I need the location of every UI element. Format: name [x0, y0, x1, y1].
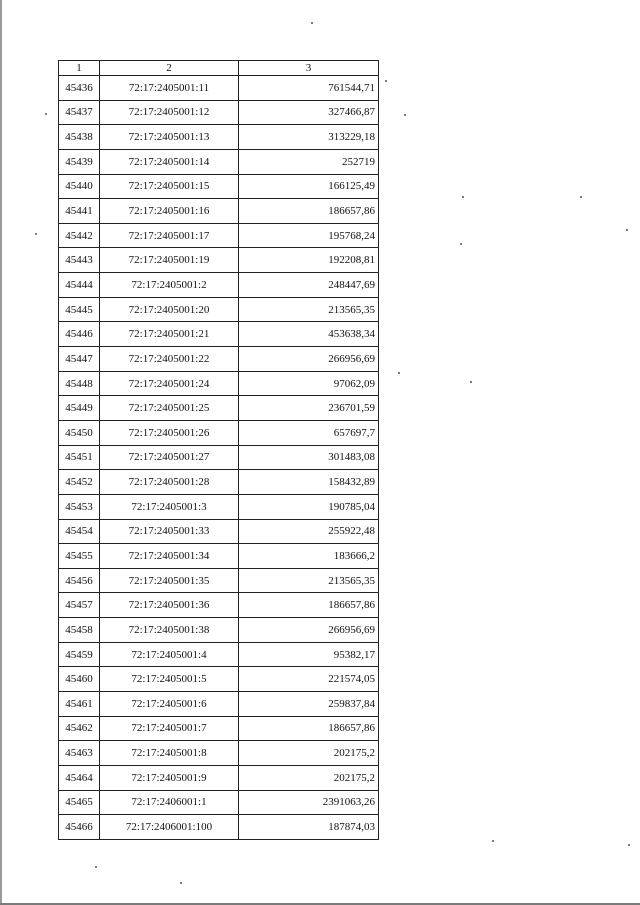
- table-row: [59, 445, 379, 470]
- table-row: [59, 297, 379, 322]
- row-number-cell: 45458: [59, 618, 100, 643]
- cadastral-id-cell: 72:17:2405001:24: [100, 371, 239, 396]
- cadastral-id-cell: 72:17:2405001:13: [100, 125, 239, 150]
- cadastral-id-cell: 72:17:2405001:19: [100, 248, 239, 273]
- cadastral-id-cell: 72:17:2405001:21: [100, 322, 239, 347]
- cadastral-value-cell: 186657,86: [239, 716, 379, 741]
- table-row: [59, 790, 379, 815]
- row-number-cell: 45449: [59, 396, 100, 421]
- cadastral-id-cell: 72:17:2405001:15: [100, 174, 239, 199]
- table-row: [59, 149, 379, 174]
- table-header-row: [59, 61, 379, 76]
- table-row: [59, 642, 379, 667]
- table-row: [59, 199, 379, 224]
- row-number-cell: 45436: [59, 76, 100, 101]
- cadastral-value-cell: 95382,17: [239, 642, 379, 667]
- cadastral-value-cell: 313229,18: [239, 125, 379, 150]
- cadastral-value-cell: 266956,69: [239, 618, 379, 643]
- cadastral-value-cell: 259837,84: [239, 692, 379, 717]
- scan-speck: [385, 80, 387, 82]
- table-row: [59, 420, 379, 445]
- cadastral-value-cell: 186657,86: [239, 199, 379, 224]
- cadastral-id-cell: 72:17:2405001:20: [100, 297, 239, 322]
- cadastral-value-cell: 213565,35: [239, 297, 379, 322]
- cadastral-value-cell: 202175,2: [239, 741, 379, 766]
- row-number-cell: 45453: [59, 494, 100, 519]
- cadastral-value-table: [58, 60, 379, 840]
- row-number-cell: 45456: [59, 568, 100, 593]
- cadastral-id-cell: 72:17:2405001:26: [100, 420, 239, 445]
- table-row: [59, 519, 379, 544]
- table-row: [59, 494, 379, 519]
- cadastral-value-cell: 221574,05: [239, 667, 379, 692]
- scan-speck: [470, 381, 472, 383]
- table-row: [59, 76, 379, 101]
- cadastral-value-cell: 327466,87: [239, 100, 379, 125]
- cadastral-value-cell: 186657,86: [239, 593, 379, 618]
- row-number-cell: 45457: [59, 593, 100, 618]
- table-row: [59, 593, 379, 618]
- cadastral-value-cell: 158432,89: [239, 470, 379, 495]
- row-number-cell: 45444: [59, 273, 100, 298]
- row-number-cell: 45442: [59, 223, 100, 248]
- row-number-cell: 45462: [59, 716, 100, 741]
- cadastral-value-cell: 2391063,26: [239, 790, 379, 815]
- row-number-cell: 45445: [59, 297, 100, 322]
- cadastral-id-cell: 72:17:2405001:17: [100, 223, 239, 248]
- table-row: [59, 544, 379, 569]
- scan-speck: [45, 113, 47, 115]
- scan-speck: [580, 196, 582, 198]
- table-row: [59, 815, 379, 840]
- scan-speck: [404, 114, 406, 116]
- table-row: [59, 692, 379, 717]
- cadastral-id-cell: 72:17:2405001:25: [100, 396, 239, 421]
- cadastral-id-cell: 72:17:2405001:5: [100, 667, 239, 692]
- row-number-cell: 45438: [59, 125, 100, 150]
- cadastral-value-cell: 202175,2: [239, 765, 379, 790]
- table-row: [59, 741, 379, 766]
- table-row: [59, 125, 379, 150]
- scan-speck: [492, 840, 494, 842]
- scan-edge-left: [0, 0, 2, 905]
- cadastral-id-cell: 72:17:2405001:22: [100, 347, 239, 372]
- table-row: [59, 223, 379, 248]
- scan-speck: [35, 233, 37, 235]
- row-number-cell: 45460: [59, 667, 100, 692]
- scan-speck: [462, 196, 464, 198]
- table-body: [59, 76, 379, 840]
- cadastral-id-cell: 72:17:2405001:35: [100, 568, 239, 593]
- row-number-cell: 45447: [59, 347, 100, 372]
- row-number-cell: 45461: [59, 692, 100, 717]
- cadastral-value-cell: 97062,09: [239, 371, 379, 396]
- table-row: [59, 568, 379, 593]
- table-row: [59, 347, 379, 372]
- cadastral-id-cell: 72:17:2405001:36: [100, 593, 239, 618]
- cadastral-id-cell: 72:17:2405001:6: [100, 692, 239, 717]
- cadastral-value-cell: 192208,81: [239, 248, 379, 273]
- row-number-cell: 45452: [59, 470, 100, 495]
- cadastral-value-cell: 248447,69: [239, 273, 379, 298]
- cadastral-id-cell: 72:17:2405001:28: [100, 470, 239, 495]
- cadastral-id-cell: 72:17:2405001:27: [100, 445, 239, 470]
- row-number-cell: 45441: [59, 199, 100, 224]
- cadastral-id-cell: 72:17:2405001:3: [100, 494, 239, 519]
- row-number-cell: 45439: [59, 149, 100, 174]
- cadastral-value-cell: 266956,69: [239, 347, 379, 372]
- table-row: [59, 371, 379, 396]
- row-number-cell: 45451: [59, 445, 100, 470]
- row-number-cell: 45450: [59, 420, 100, 445]
- table-row: [59, 667, 379, 692]
- table-row: [59, 273, 379, 298]
- cadastral-value-cell: 213565,35: [239, 568, 379, 593]
- table-row: [59, 765, 379, 790]
- row-number-cell: 45465: [59, 790, 100, 815]
- scan-speck: [628, 844, 630, 846]
- row-number-cell: 45459: [59, 642, 100, 667]
- row-number-cell: 45454: [59, 519, 100, 544]
- cadastral-id-cell: 72:17:2405001:7: [100, 716, 239, 741]
- table-row: [59, 322, 379, 347]
- scan-speck: [180, 882, 182, 884]
- cadastral-value-cell: 190785,04: [239, 494, 379, 519]
- cadastral-value-cell: 195768,24: [239, 223, 379, 248]
- row-number-cell: 45437: [59, 100, 100, 125]
- cadastral-value-cell: 187874,03: [239, 815, 379, 840]
- scan-speck: [311, 22, 313, 24]
- scan-speck: [398, 372, 400, 374]
- scan-speck: [95, 866, 97, 868]
- cadastral-id-cell: 72:17:2405001:34: [100, 544, 239, 569]
- cadastral-id-cell: 72:17:2406001:1: [100, 790, 239, 815]
- table-row: [59, 618, 379, 643]
- row-number-cell: 45443: [59, 248, 100, 273]
- cadastral-value-cell: 183666,2: [239, 544, 379, 569]
- cadastral-value-cell: 255922,48: [239, 519, 379, 544]
- cadastral-value-cell: 453638,34: [239, 322, 379, 347]
- cadastral-value-cell: 657697,7: [239, 420, 379, 445]
- cadastral-value-cell: 761544,71: [239, 76, 379, 101]
- table-row: [59, 248, 379, 273]
- row-number-cell: 45448: [59, 371, 100, 396]
- table-row: [59, 100, 379, 125]
- cadastral-id-cell: 72:17:2405001:12: [100, 100, 239, 125]
- cadastral-id-cell: 72:17:2405001:4: [100, 642, 239, 667]
- table-row: [59, 470, 379, 495]
- cadastral-id-cell: 72:17:2405001:33: [100, 519, 239, 544]
- cadastral-value-cell: 236701,59: [239, 396, 379, 421]
- table-row: [59, 396, 379, 421]
- table-row: [59, 716, 379, 741]
- cadastral-value-cell: 301483,08: [239, 445, 379, 470]
- row-number-cell: 45440: [59, 174, 100, 199]
- cadastral-id-cell: 72:17:2405001:38: [100, 618, 239, 643]
- column-header-cadastral-id: 2: [100, 61, 239, 76]
- cadastral-id-cell: 72:17:2405001:16: [100, 199, 239, 224]
- cadastral-id-cell: 72:17:2405001:2: [100, 273, 239, 298]
- cadastral-id-cell: 72:17:2406001:100: [100, 815, 239, 840]
- row-number-cell: 45455: [59, 544, 100, 569]
- cadastral-id-cell: 72:17:2405001:8: [100, 741, 239, 766]
- column-header-number: 1: [59, 61, 100, 76]
- cadastral-id-cell: 72:17:2405001:14: [100, 149, 239, 174]
- cadastral-id-cell: 72:17:2405001:11: [100, 76, 239, 101]
- row-number-cell: 45446: [59, 322, 100, 347]
- cadastral-id-cell: 72:17:2405001:9: [100, 765, 239, 790]
- table-row: [59, 174, 379, 199]
- scan-speck: [626, 229, 628, 231]
- cadastral-value-cell: 252719: [239, 149, 379, 174]
- scan-speck: [460, 243, 462, 245]
- row-number-cell: 45463: [59, 741, 100, 766]
- column-header-value: 3: [239, 61, 379, 76]
- row-number-cell: 45464: [59, 765, 100, 790]
- cadastral-value-cell: 166125,49: [239, 174, 379, 199]
- row-number-cell: 45466: [59, 815, 100, 840]
